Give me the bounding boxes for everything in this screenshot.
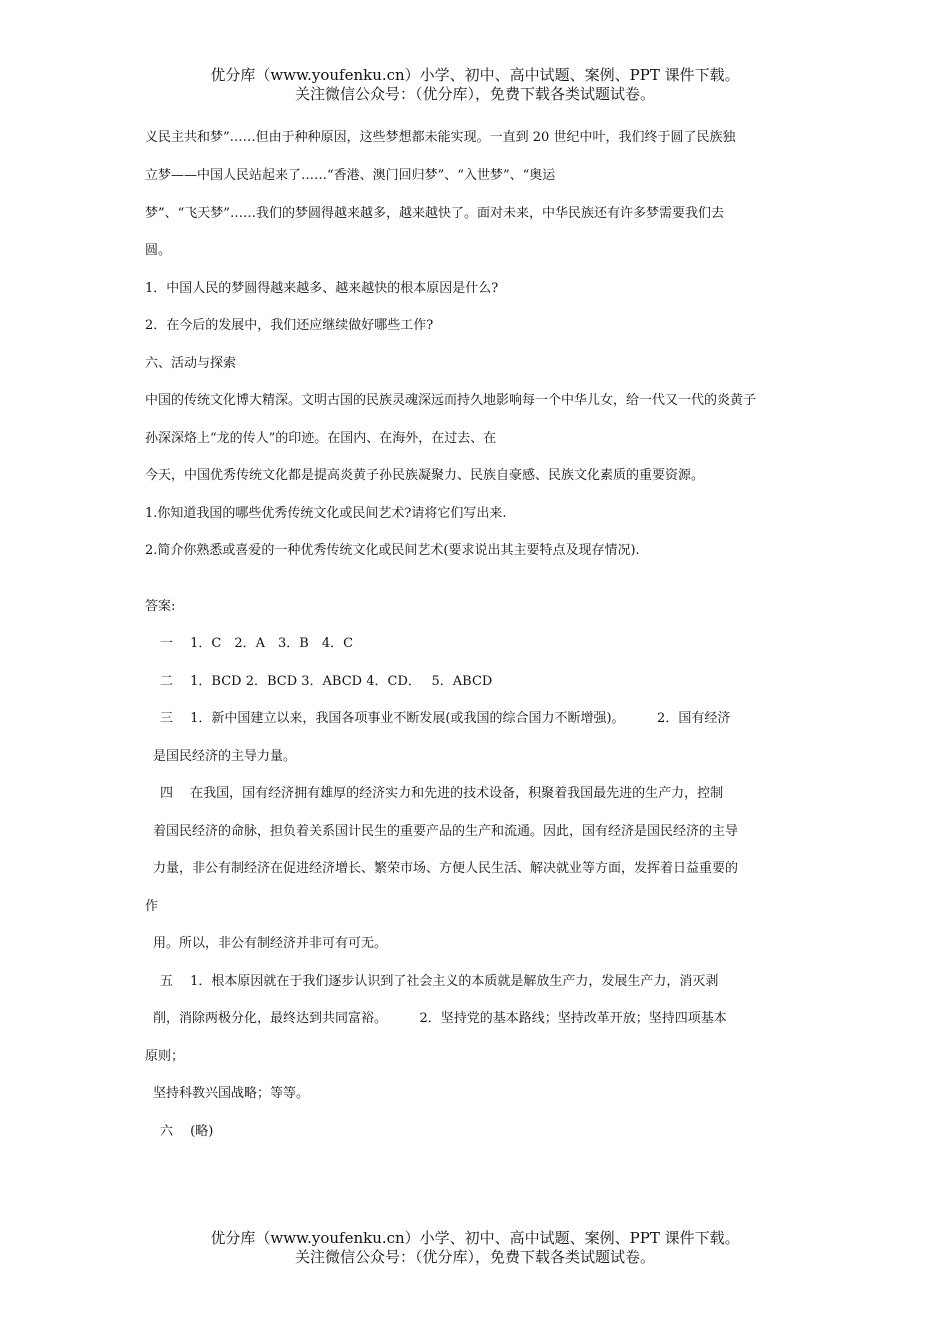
answer-line: 作: [145, 899, 159, 914]
answer-line: 三 1．新中国建立以来，我国各项事业不断发展(或我国的综合国力不断增强)。 2．国有经济: [160, 711, 731, 726]
answer-line: 是国民经济的主导力量。: [153, 749, 297, 764]
question-1: 1．中国人民的梦圆得越来越多、越来越快的根本原因是什么?: [145, 281, 499, 296]
header-line-2: 关注微信公众号：（优分库），免费下载各类试题试卷。: [294, 85, 655, 103]
answer-line: 二 1．BCD 2．BCD 3．ABCD 4．CD． 5．ABCD: [160, 674, 493, 689]
paragraph-line: 立梦——中国人民站起来了……“香港、澳门回归梦”、“入世梦”、“奥运: [145, 168, 556, 183]
paragraph-line: 中国的传统文化博大精深。文明古国的民族灵魂深远而持久地影响每一个中华儿女，给一代又一代的炎黄子: [145, 393, 757, 408]
answer-line: 着国民经济的命脉，担负着关系国计民生的重要产品的生产和流通。因此，国有经济是国民经济的主导: [153, 824, 739, 839]
answer-line: 四 在我国，国有经济拥有雄厚的经济实力和先进的技术设备，积聚着我国最先进的生产力，控制: [160, 786, 724, 801]
page-footer: [0, 1229, 950, 1267]
answer-line: 一 1．C 2．A 3．B 4．C: [160, 636, 354, 651]
answer-line: 原则；: [145, 1049, 185, 1064]
answer-title: 答案:: [145, 599, 176, 614]
footer-line-2: 关注微信公众号：（优分库），免费下载各类试题试卷。: [294, 1248, 655, 1266]
answer-line: 六 (略): [160, 1124, 214, 1139]
header-line-1: 优分库（www.youfenku.cn）小学、初中、高中试题、案例、PPT 课件下载。: [210, 66, 740, 84]
paragraph-line: 梦”、“飞天梦”……我们的梦圆得越来越多，越来越快了。面对未来，中华民族还有许多梦需要我们去: [145, 206, 724, 221]
answer-line: 用。所以，非公有制经济并非可有可无。: [153, 936, 388, 951]
paragraph-line: 今天，中国优秀传统文化都是提高炎黄子孙民族凝聚力、民族自豪感、民族文化素质的重要资源。: [145, 468, 705, 483]
paragraph-line: 孙深深烙上“龙的传人”的印迹。在国内、在海外，在过去、在: [145, 431, 497, 446]
question-2: 2．在今后的发展中，我们还应继续做好哪些工作?: [145, 318, 434, 333]
footer-line-1: 优分库（www.youfenku.cn）小学、初中、高中试题、案例、PPT 课件下载。: [210, 1229, 740, 1247]
answer-line: 削，消除两极分化，最终达到共同富裕。 2．坚持党的基本路线；坚持改革开放；坚持四项基本: [153, 1011, 727, 1026]
question-4: 2.简介你熟悉或喜爱的一种优秀传统文化或民间艺术(要求说出其主要特点及现存情况).: [145, 543, 640, 558]
answer-line: 五 1．根本原因就在于我们逐步认识到了社会主义的本质就是解放生产力，发展生产力，消灭剥: [160, 974, 719, 989]
paragraph-line: 义民主共和梦”……但由于种种原因，这些梦想都未能实现。一直到 20 世纪中叶，我们终于圆了民族独: [145, 130, 736, 145]
section-heading: 六、活动与探索: [145, 356, 237, 371]
answer-line: 坚持科教兴国战略；等等。: [153, 1086, 310, 1101]
paragraph-line: 圆。: [145, 243, 172, 258]
page-header: [0, 66, 950, 104]
answer-line: 力量，非公有制经济在促进经济增长、繁荣市场、方便人民生活、解决就业等方面，发挥着日益重要的: [153, 861, 739, 876]
question-3: 1.你知道我国的哪些优秀传统文化或民间艺术?请将它们写出来.: [145, 506, 507, 521]
